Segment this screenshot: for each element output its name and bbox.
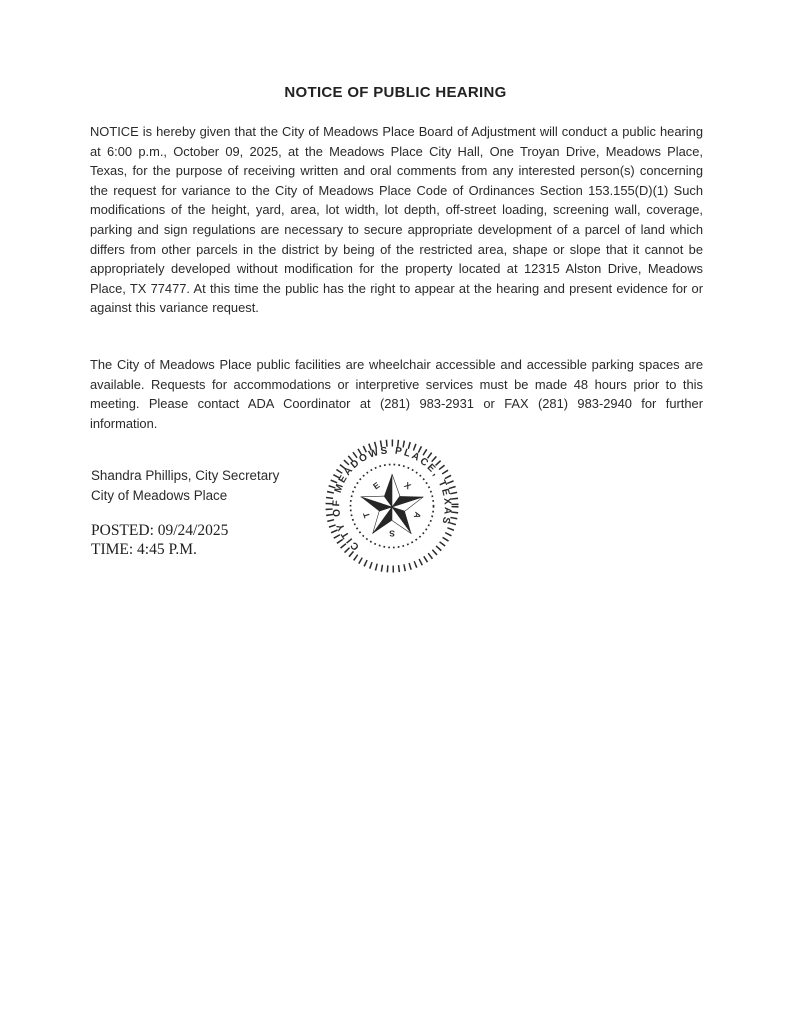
seal-letter-x: X [402,479,413,492]
signatory-organization: City of Meadows Place [91,488,228,503]
posted-date-line: POSTED: 09/24/2025 [91,522,229,539]
notice-paragraph-hearing: NOTICE is hereby given that the City of Meadows Place Board of Adjustment will conduct a public hearing at 6:00 p.m., October 09, 2025, at the Meadows Place City Hall, One Troyan Drive, Meadows Place, Texas, for the purpose of receiving written and oral comments from any interested person(s) concerning the request for variance to the City of Meadows Place Code of Ordinances Section 153.155(D)(1) Such modifications of the height, yard, area, lot width, lot depth, off-street loading, screening wall, coverage, parking and sign regulations are necessary to secure appropriate development of a parcel of land which differs from other parcels in the district by being of the restricted area, shape or slope that it cannot be appropriately developed without modification for the property located at 12315 Alston Drive, Meadows Place, TX 77477. At this time the public has the right to appear at the hearing and present evidence for or against this variance request. [90,124,703,316]
city-seal-stamp [322,436,462,576]
seal-ring-text: CITY OF MEADOWS PLACE, TEXAS [331,445,453,553]
posting-block [91,521,228,559]
signatory-name: Shandra Phillips, City Secretary [91,468,280,483]
seal-letter-e: E [371,479,382,492]
signature-block [91,466,279,506]
notice-paragraph-accessibility: The City of Meadows Place public facilities are wheelchair accessible and accessible parking spaces are available. Requests for accommodations or interpretive services must be made 48 hours prior to this meeting. Please contact ADA Coordinator at (281) 983-2931 or FAX (281) 983-2940 for further information. [90,357,703,431]
city-seal-icon [322,436,462,576]
seal-letter-a: A [411,510,424,520]
notice-title: NOTICE OF PUBLIC HEARING [284,84,507,101]
seal-letter-s: S [389,528,395,539]
seal-letter-t: T [360,511,373,520]
posted-time-line: TIME: 4:45 P.M. [91,541,197,558]
